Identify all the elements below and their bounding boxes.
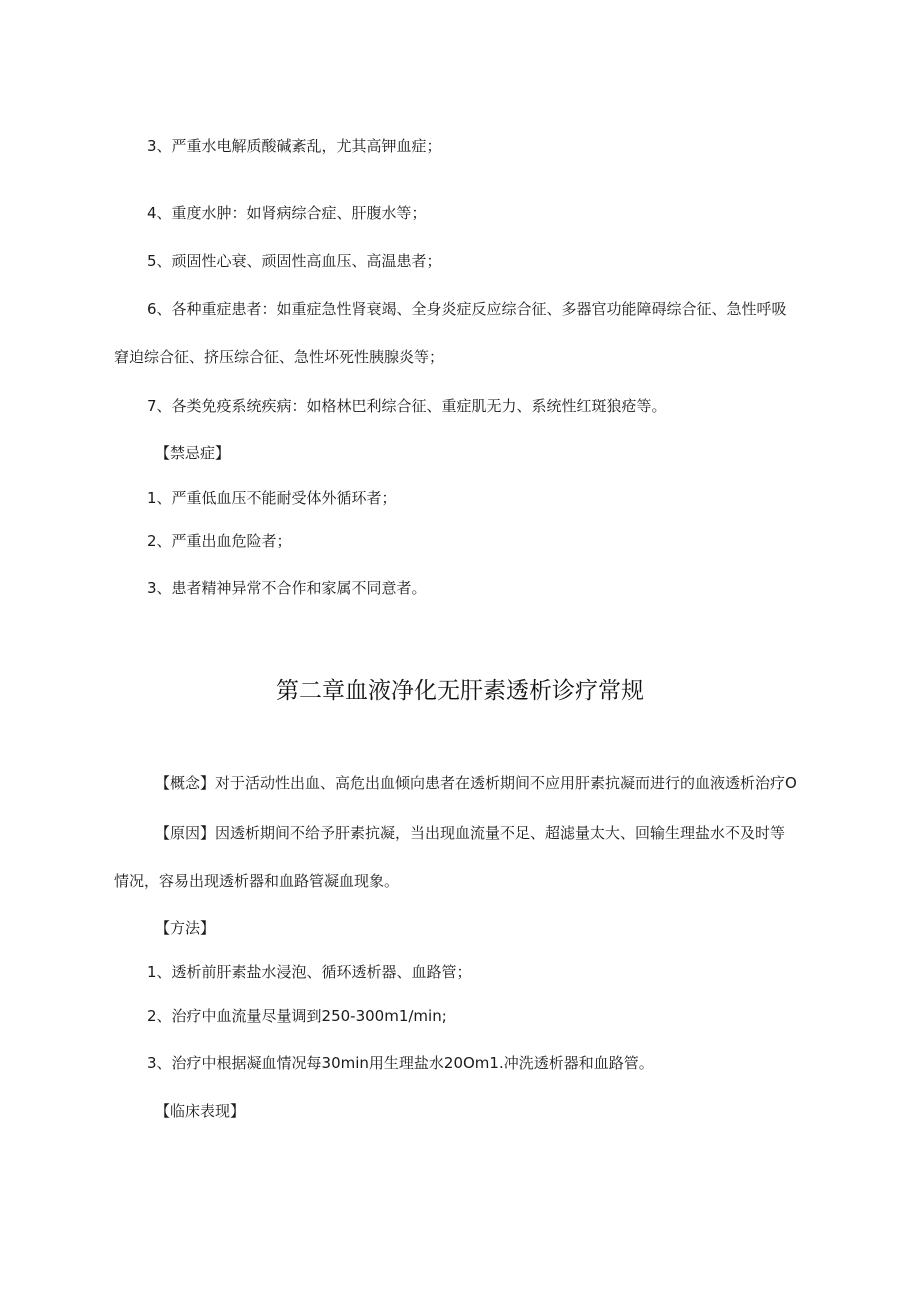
- reason-paragraph-continued: 情况，容易出现透析器和血路管凝血现象。: [114, 872, 400, 890]
- chapter-title: 第二章血液净化无肝素透析诊疗常规: [276, 678, 644, 704]
- contraindication-item-3: 3、患者精神异常不合作和家属不同意者。: [147, 579, 427, 597]
- method-item-2: 2、治疗中血流量尽量调到250-300m1∕min;: [147, 1007, 447, 1025]
- indication-item-3: 3、严重水电解质酸碱紊乱，尤其高钾血症；: [147, 137, 442, 155]
- clinical-heading: 【临床表现】: [155, 1102, 246, 1120]
- concept-paragraph: 【概念】对于活动性出血、高危出血倾向患者在透析期间不应用肝素抗凝而进行的血液透析治疗O: [155, 774, 797, 792]
- indication-item-7: 7、各类免疫系统疾病：如格林巴利综合征、重症肌无力、系统性红斑狼疮等。: [147, 397, 667, 415]
- contraindications-heading: 【禁忌症】: [155, 444, 231, 462]
- contraindication-item-1: 1、严重低血压不能耐受体外循环者；: [147, 489, 397, 507]
- indication-item-6: 6、各种重症患者：如重症急性肾衰竭、全身炎症反应综合征、多器官功能障碍综合征、急性呼吸: [147, 300, 787, 318]
- contraindication-item-2: 2、严重出血危险者；: [147, 532, 292, 550]
- indication-item-4: 4、重度水肿：如肾病综合症、肝腹水等；: [147, 204, 427, 222]
- indication-item-5: 5、顽固性心衰、顽固性高血压、高温患者；: [147, 252, 442, 270]
- indication-item-6-continued: 窘迫综合征、挤压综合征、急性坏死性胰腺炎等；: [114, 348, 445, 366]
- reason-paragraph: 【原因】因透析期间不给予肝素抗凝，当出现血流量不足、超滤量太大、回输生理盐水不及时等: [155, 824, 786, 842]
- method-heading: 【方法】: [155, 919, 216, 937]
- method-item-3: 3、治疗中根据凝血情况每30min用生理盐水20Om1.冲洗透析器和血路管。: [147, 1054, 654, 1072]
- method-item-1: 1、透析前肝素盐水浸泡、循环透析器、血路管；: [147, 963, 472, 981]
